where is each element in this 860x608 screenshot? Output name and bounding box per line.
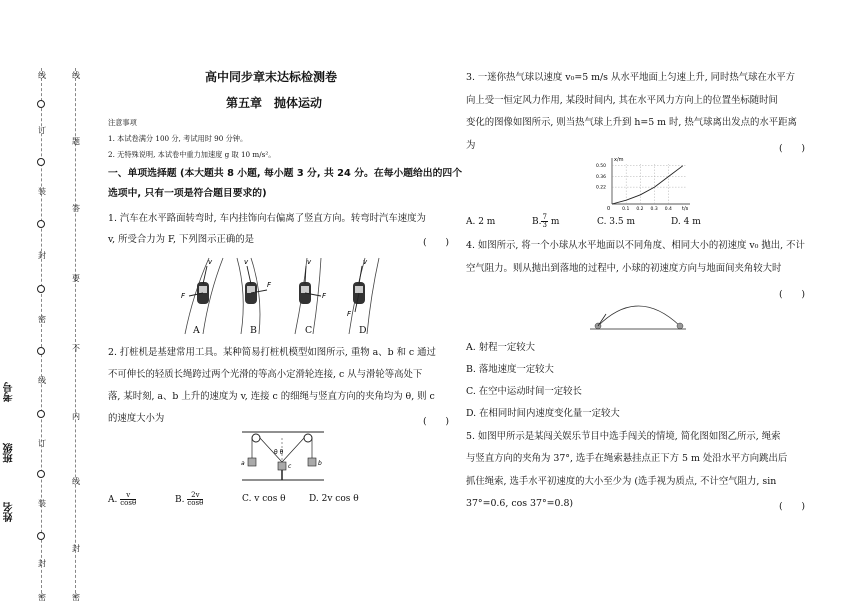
velocity-label: v bbox=[307, 258, 312, 266]
binding-char: 装 bbox=[38, 499, 46, 508]
q1-figure bbox=[175, 254, 385, 336]
q1-path-b bbox=[237, 258, 243, 334]
q4-option-a[interactable]: A. 射程一定较大 bbox=[466, 342, 535, 353]
binding-line-inner bbox=[75, 68, 76, 598]
q5-line3: 抓住绳索, 选手水平初速度的大小至少为 (选手视为质点, 不计空气阻力, sin bbox=[466, 476, 777, 487]
label-exam-number: 考号 bbox=[4, 382, 15, 402]
y-tick-label: 0.22 bbox=[596, 185, 607, 191]
velocity-label: v bbox=[244, 258, 249, 266]
trajectory-arc bbox=[598, 306, 680, 326]
q2-option-b[interactable]: B. $\frac{2v}{\cos\theta}$ bbox=[175, 491, 204, 507]
q3-ticks bbox=[596, 163, 672, 212]
label-class: 班级 bbox=[4, 443, 15, 463]
velocity-arrow bbox=[305, 266, 306, 284]
binding-circle bbox=[37, 532, 45, 540]
binding-char: 装 bbox=[38, 187, 46, 196]
q2-option-a[interactable]: A. $\frac{v}{\cos\theta}$ bbox=[108, 491, 137, 507]
force-label: F bbox=[347, 310, 352, 318]
binding-char: 线 bbox=[72, 477, 80, 486]
x-tick-label: 0.1 bbox=[622, 207, 630, 212]
binding-circle bbox=[37, 220, 45, 228]
velocity-arrow bbox=[203, 266, 207, 284]
x-tick-label: 0.2 bbox=[636, 207, 644, 212]
binding-circle bbox=[37, 100, 45, 108]
pulley-left bbox=[252, 434, 260, 442]
q2-option-c[interactable]: C. v cos θ bbox=[242, 494, 286, 504]
binding-circle bbox=[37, 158, 45, 166]
binding-circle bbox=[37, 285, 45, 293]
q2-answer-paren: ( ) bbox=[423, 416, 450, 427]
q1-line1: 1. 汽车在水平路面转弯时, 车内挂饰向右偏离了竖直方向。转弯时汽车速度为 bbox=[108, 213, 426, 224]
y-tick-label: 0.50 bbox=[596, 164, 607, 170]
q1-label-d: D bbox=[359, 325, 367, 336]
binding-char: 线 bbox=[38, 71, 46, 80]
q5-answer-paren: ( ) bbox=[779, 501, 806, 512]
binding-char: 题 bbox=[72, 137, 80, 146]
q3-line2: 向上受一恒定风力作用, 某段时间内, 其在水平风力方向上的位置坐标随时间 bbox=[466, 95, 778, 106]
q3-line4: 为 bbox=[466, 140, 476, 151]
q1-label-b: B bbox=[250, 325, 257, 336]
binding-char: 订 bbox=[38, 126, 46, 135]
pulley-right bbox=[304, 434, 312, 442]
notice-2: 2. 无特殊说明, 本试卷中重力加速度 g 取 10 m/s²。 bbox=[108, 150, 276, 159]
binding-char: 密 bbox=[72, 593, 80, 602]
weight-a bbox=[248, 458, 256, 466]
origin-label: 0 bbox=[607, 206, 611, 212]
binding-margin bbox=[0, 0, 95, 608]
q2-figure bbox=[238, 428, 328, 484]
binding-char: 封 bbox=[38, 251, 46, 260]
q2-line2: 不可伸长的轻质长绳跨过两个光滑的等高小定滑轮连接, c 从与滑轮等高处下 bbox=[108, 369, 423, 380]
binding-char: 封 bbox=[72, 544, 80, 553]
x-axis-label: t/s bbox=[682, 206, 689, 212]
q3-chart bbox=[594, 154, 694, 212]
q1-answer-paren: ( ) bbox=[423, 237, 450, 248]
notice-1: 1. 本试卷满分 100 分, 考试用时 90 分钟。 bbox=[108, 134, 248, 143]
binding-circle bbox=[37, 410, 45, 418]
q4-line1: 4. 如图所示, 将一个小球从水平地面以不同角度、相同大小的初速度 v₀ 抛出, 不计 bbox=[466, 240, 805, 251]
section-heading-2: 选项中, 只有一项是符合题目要求的) bbox=[108, 188, 267, 199]
q1-line2: v, 所受合力为 F, 下列图示正确的是 bbox=[108, 234, 255, 245]
x-tick-label: 0.4 bbox=[664, 207, 672, 212]
notice-heading: 注意事项 bbox=[108, 118, 137, 127]
binding-circle bbox=[37, 347, 45, 355]
q5-line1: 5. 如图甲所示是某闯关娱乐节目中选手闯关的情境, 简化图如图乙所示, 绳索 bbox=[466, 431, 781, 442]
q3-grid bbox=[612, 164, 686, 204]
q2-option-a-frac: $\frac{v}{\cos\theta}$ bbox=[120, 491, 137, 507]
exam-title: 高中同步章末达标检测卷 bbox=[205, 70, 338, 84]
q3-line1: 3. 一迷你热气球以速度 v₀=5 m/s 从水平地面上匀速上升, 同时热气球在水平方 bbox=[466, 72, 796, 83]
exam-subtitle: 第五章 抛体运动 bbox=[226, 96, 323, 110]
q1-label-a: A bbox=[193, 325, 200, 336]
binding-char: 内 bbox=[72, 412, 80, 421]
binding-char: 线 bbox=[38, 376, 46, 385]
q3-answer-paren: ( ) bbox=[779, 143, 806, 154]
q3-option-d[interactable]: D. 4 m bbox=[671, 217, 701, 227]
q5-line2: 与竖直方向的夹角为 37°, 选手在绳索悬挂点正下方 5 m 处沿水平方向跳出后 bbox=[466, 453, 788, 464]
label-a: a bbox=[241, 460, 245, 467]
label-name: 姓名 bbox=[4, 502, 15, 522]
series-line bbox=[612, 166, 683, 204]
q3-option-b[interactable]: B. $\frac{7}{3}$ m bbox=[532, 213, 560, 229]
y-axis-label: x/m bbox=[614, 157, 624, 163]
q5-line4: 37°=0.6, cos 37°=0.8) bbox=[466, 498, 574, 509]
binding-circle bbox=[37, 470, 45, 478]
q4-option-b[interactable]: B. 落地速度一定较大 bbox=[466, 364, 554, 375]
velocity-label: v bbox=[208, 258, 213, 266]
x-tick-label: 0.3 bbox=[650, 207, 658, 212]
q1-path-d-outer bbox=[367, 258, 379, 334]
binding-char: 线 bbox=[72, 71, 80, 80]
binding-char: 答 bbox=[72, 204, 80, 213]
velocity-label: v bbox=[363, 258, 368, 266]
q4-option-c[interactable]: C. 在空中运动时间一定较长 bbox=[466, 386, 582, 397]
q3-option-a[interactable]: A. 2 m bbox=[466, 217, 496, 227]
q1-label-c: C bbox=[305, 325, 313, 336]
q2-option-d[interactable]: D. 2v cos θ bbox=[309, 494, 359, 504]
velocity-arrow bbox=[359, 266, 362, 284]
q4-line2: 空气阻力。则从抛出到落地的过程中, 小球的初速度方向与地面间夹角较大时 bbox=[466, 263, 782, 274]
binding-char: 封 bbox=[38, 559, 46, 568]
rope-c-right bbox=[282, 438, 304, 462]
binding-char: 订 bbox=[38, 439, 46, 448]
q2-line4: 的速度大小为 bbox=[108, 413, 165, 424]
q2-line3: 落, 某时刻, a、b 上升的速度为 v, 连接 c 的细绳与竖直方向的夹角均为 θ, 则 c bbox=[108, 391, 435, 402]
force-label: F bbox=[322, 292, 327, 300]
q4-answer-paren: ( ) bbox=[779, 289, 806, 300]
y-tick-label: 0.36 bbox=[596, 174, 607, 180]
binding-line-outer bbox=[41, 68, 42, 598]
binding-char: 密 bbox=[38, 315, 46, 324]
label-c: c bbox=[288, 463, 292, 470]
force-label: F bbox=[181, 292, 186, 300]
velocity-arrow bbox=[247, 266, 251, 284]
label-b: b bbox=[318, 460, 322, 467]
theta-label: θ θ bbox=[274, 449, 284, 456]
q3-option-b-frac: $\frac{7}{3}$ bbox=[542, 213, 547, 229]
binding-char: 密 bbox=[38, 593, 46, 602]
q3-line3: 变化的图像如图所示, 则当热气球上升到 h=5 m 时, 热气球离出发点的水平距离 bbox=[466, 117, 797, 128]
q2-line1: 2. 打桩机是基建常用工具。某种简易打桩机模型如图所示, 重物 a、b 和 c 通过 bbox=[108, 347, 436, 358]
weight-b bbox=[308, 458, 316, 466]
weight-c bbox=[278, 462, 286, 470]
q4-option-d[interactable]: D. 在相同时间内速度变化量一定较大 bbox=[466, 408, 620, 419]
q4-figure bbox=[588, 298, 688, 332]
ball-end bbox=[677, 323, 683, 329]
section-heading-1: 一、单项选择题 (本大题共 8 小题, 每小题 3 分, 共 24 分。在每小题给出的四个 bbox=[108, 168, 462, 179]
binding-char: 要 bbox=[72, 274, 80, 283]
q3-option-c[interactable]: C. 3.5 m bbox=[597, 217, 635, 227]
force-label: F bbox=[267, 281, 272, 289]
q2-option-b-frac: $\frac{2v}{\cos\theta}$ bbox=[187, 491, 204, 507]
binding-char: 不 bbox=[72, 344, 80, 353]
